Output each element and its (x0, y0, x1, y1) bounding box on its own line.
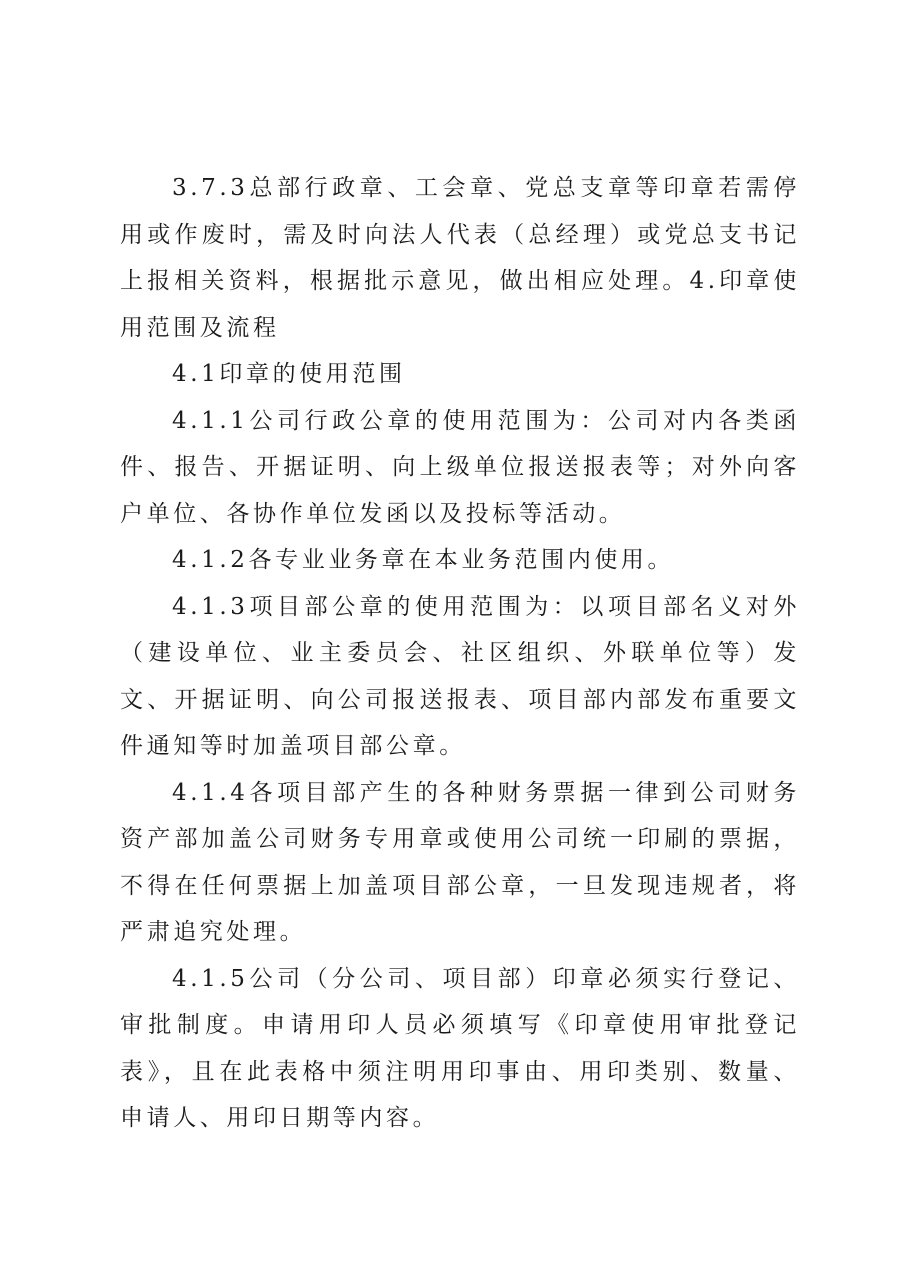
paragraph-4-1: 4.1印章的使用范围 (172, 361, 406, 387)
paragraph-4-1-2: 4.1.2各专业业务章在本业务范围内使用。 (172, 547, 675, 573)
paragraph-4-1-3: 4.1.3项目部公章的使用范围为：以项目部名义对外（建设单位、业主委员会、社区组织、外联单位等）发文、开据证明、向公司报送报表、项目部内部发布重要文件通知等时加盖项目部公章。 (120, 593, 800, 759)
paragraph-4-1-5: 4.1.5公司（分公司、项目部）印章必须实行登记、审批制度。申请用印人员必须填写《印章使用审批登记表》，且在此表格中须注明用印事由、用印类别、数量、申请人、用印日期等内容。 (120, 965, 800, 1131)
document-body (120, 165, 800, 1142)
paragraph-3-7-3: 3.7.3总部行政章、工会章、党总支章等印章若需停用或作废时，需及时向法人代表（总经理）或党总支书记上报相关资料，根据批示意见，做出相应处理。4.印章使用范围及流程 (120, 175, 800, 341)
paragraph-4-1-4: 4.1.4各项目部产生的各种财务票据一律到公司财务资产部加盖公司财务专用章或使用公司统一印刷的票据，不得在任何票据上加盖项目部公章，一旦发现违规者，将严肃追究处理。 (120, 779, 800, 945)
paragraph-4-1-1: 4.1.1公司行政公章的使用范围为：公司对内各类函件、报告、开据证明、向上级单位报送报表等；对外向客户单位、各协作单位发函以及投标等活动。 (120, 407, 800, 527)
